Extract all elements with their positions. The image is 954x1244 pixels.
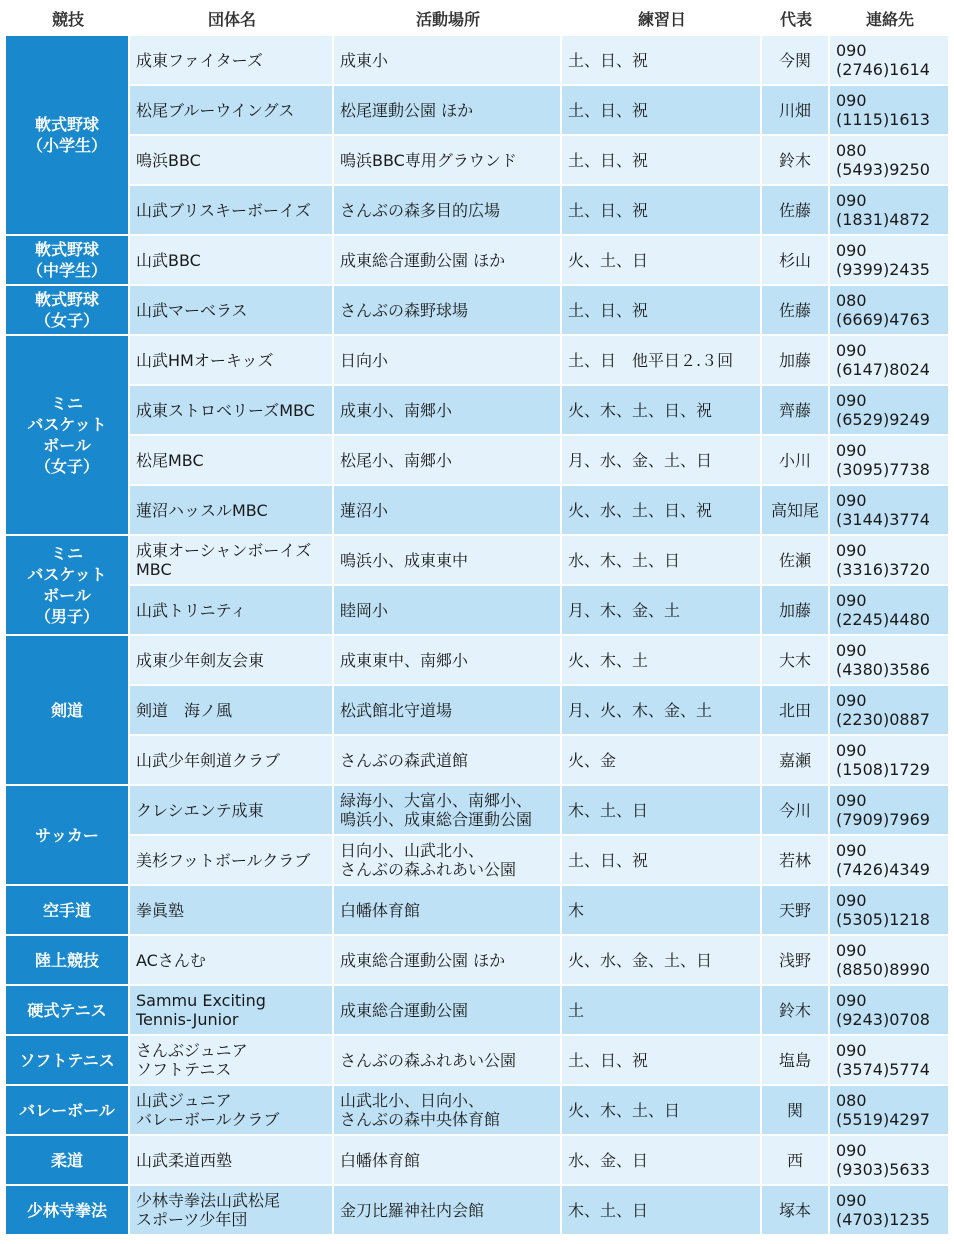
table-row xyxy=(6,186,950,236)
sport-cell: ミニ バスケット ボール （男子） xyxy=(6,536,130,636)
table-row xyxy=(6,436,950,486)
team-cell: 松尾MBC xyxy=(130,436,334,486)
place-cell: 成東総合運動公園 xyxy=(334,986,562,1036)
team-cell: 山武ジュニア バレーボールクラブ xyxy=(130,1086,334,1136)
place-cell: 松尾小、南郷小 xyxy=(334,436,562,486)
place-cell: 白幡体育館 xyxy=(334,886,562,936)
team-cell: 成東ストロベリーズMBC xyxy=(130,386,334,436)
table-row xyxy=(6,486,950,536)
rep-cell: 高知尾 xyxy=(762,486,830,536)
sport-cell: 硬式テニス xyxy=(6,986,130,1036)
rep-cell: 西 xyxy=(762,1136,830,1186)
table-row xyxy=(6,1036,950,1086)
sport-cell: 軟式野球 （中学生） xyxy=(6,236,130,286)
table-row xyxy=(6,886,950,936)
rep-cell: 大木 xyxy=(762,636,830,686)
sport-cell: 空手道 xyxy=(6,886,130,936)
days-cell: 土、日、祝 xyxy=(562,186,762,236)
rep-cell: 今関 xyxy=(762,36,830,86)
team-cell: ACさんむ xyxy=(130,936,334,986)
table-row xyxy=(6,1086,950,1136)
sport-cell: 陸上競技 xyxy=(6,936,130,986)
team-cell: 鳴浜BBC xyxy=(130,136,334,186)
table-row xyxy=(6,986,950,1036)
table-row xyxy=(6,686,950,736)
contact-cell: 090 (4380)3586 xyxy=(830,636,950,686)
place-cell: 蓮沼小 xyxy=(334,486,562,536)
place-cell: さんぶの森武道館 xyxy=(334,736,562,786)
rep-cell: 杉山 xyxy=(762,236,830,286)
team-cell: 山武少年剣道クラブ xyxy=(130,736,334,786)
days-cell: 土、日、祝 xyxy=(562,286,762,336)
table-row xyxy=(6,786,950,836)
table-row xyxy=(6,736,950,786)
sport-cell: 軟式野球 （女子） xyxy=(6,286,130,336)
days-cell: 火、木、土、日、祝 xyxy=(562,386,762,436)
team-cell: 山武マーベラス xyxy=(130,286,334,336)
days-cell: 土、日 他平日２.３回 xyxy=(562,336,762,386)
header-row xyxy=(6,0,950,36)
team-cell: 成東ファイターズ xyxy=(130,36,334,86)
days-cell: 火、木、土 xyxy=(562,636,762,686)
days-cell: 火、金 xyxy=(562,736,762,786)
contact-cell: 090 (2245)4480 xyxy=(830,586,950,636)
header-team: 団体名 xyxy=(130,0,334,36)
place-cell: 成東東中、南郷小 xyxy=(334,636,562,686)
contact-cell: 080 (6669)4763 xyxy=(830,286,950,336)
days-cell: 月、火、木、金、土 xyxy=(562,686,762,736)
place-cell: 日向小 xyxy=(334,336,562,386)
sport-cell: 剣道 xyxy=(6,636,130,786)
days-cell: 土、日、祝 xyxy=(562,836,762,886)
contact-cell: 090 (6147)8024 xyxy=(830,336,950,386)
place-cell: 日向小、山武北小、 さんぶの森ふれあい公園 xyxy=(334,836,562,886)
team-cell: 山武ブリスキーボーイズ xyxy=(130,186,334,236)
table-row xyxy=(6,36,950,86)
days-cell: 木、土、日 xyxy=(562,1186,762,1236)
days-cell: 土 xyxy=(562,986,762,1036)
contact-cell: 080 (5493)9250 xyxy=(830,136,950,186)
place-cell: 成東総合運動公園 ほか xyxy=(334,936,562,986)
rep-cell: 小川 xyxy=(762,436,830,486)
team-cell: クレシエンテ成東 xyxy=(130,786,334,836)
place-cell: 緑海小、大富小、南郷小、 鳴浜小、成東総合運動公園 xyxy=(334,786,562,836)
place-cell: 成東小、南郷小 xyxy=(334,386,562,436)
header-rep: 代表 xyxy=(762,0,830,36)
days-cell: 土、日、祝 xyxy=(562,36,762,86)
table-row xyxy=(6,336,950,386)
days-cell: 火、土、日 xyxy=(562,236,762,286)
table-row xyxy=(6,86,950,136)
contact-cell: 090 (9399)2435 xyxy=(830,236,950,286)
contact-cell: 090 (3316)3720 xyxy=(830,536,950,586)
days-cell: 土、日、祝 xyxy=(562,1036,762,1086)
team-cell: 蓮沼ハッスルMBC xyxy=(130,486,334,536)
rep-cell: 塚本 xyxy=(762,1186,830,1236)
header-sport: 競技 xyxy=(6,0,130,36)
days-cell: 火、水、土、日、祝 xyxy=(562,486,762,536)
contact-cell: 090 (3095)7738 xyxy=(830,436,950,486)
place-cell: 成東小 xyxy=(334,36,562,86)
rep-cell: 北田 xyxy=(762,686,830,736)
contact-cell: 090 (3144)3774 xyxy=(830,486,950,536)
days-cell: 水、木、土、日 xyxy=(562,536,762,586)
rep-cell: 齊藤 xyxy=(762,386,830,436)
sport-cell: 少林寺拳法 xyxy=(6,1186,130,1236)
rep-cell: 鈴木 xyxy=(762,986,830,1036)
team-cell: 拳眞塾 xyxy=(130,886,334,936)
team-cell: 剣道 海ノ風 xyxy=(130,686,334,736)
table-row xyxy=(6,536,950,586)
table-body xyxy=(6,36,950,1236)
days-cell: 木、土、日 xyxy=(562,786,762,836)
table-row xyxy=(6,586,950,636)
contact-cell: 090 (1831)4872 xyxy=(830,186,950,236)
team-cell: 山武BBC xyxy=(130,236,334,286)
rep-cell: 塩島 xyxy=(762,1036,830,1086)
table-row xyxy=(6,236,950,286)
team-cell: 山武HMオーキッズ xyxy=(130,336,334,386)
days-cell: 月、水、金、土、日 xyxy=(562,436,762,486)
header-contact: 連絡先 xyxy=(830,0,950,36)
contact-cell: 090 (5305)1218 xyxy=(830,886,950,936)
sport-cell: 軟式野球 （小学生） xyxy=(6,36,130,236)
rep-cell: 川畑 xyxy=(762,86,830,136)
place-cell: 松武館北守道場 xyxy=(334,686,562,736)
club-table xyxy=(6,0,950,1236)
rep-cell: 加藤 xyxy=(762,586,830,636)
rep-cell: 佐藤 xyxy=(762,286,830,336)
table-row xyxy=(6,836,950,886)
sport-cell: ソフトテニス xyxy=(6,1036,130,1086)
rep-cell: 鈴木 xyxy=(762,136,830,186)
header-place: 活動場所 xyxy=(334,0,562,36)
rep-cell: 佐藤 xyxy=(762,186,830,236)
sport-cell: バレーボール xyxy=(6,1086,130,1136)
sport-cell: 柔道 xyxy=(6,1136,130,1186)
days-cell: 火、水、金、土、日 xyxy=(562,936,762,986)
table-row xyxy=(6,1186,950,1236)
header-days: 練習日 xyxy=(562,0,762,36)
contact-cell: 090 (9243)0708 xyxy=(830,986,950,1036)
contact-cell: 080 (5519)4297 xyxy=(830,1086,950,1136)
days-cell: 土、日、祝 xyxy=(562,86,762,136)
team-cell: 山武柔道西塾 xyxy=(130,1136,334,1186)
team-cell: 松尾ブルーウイングス xyxy=(130,86,334,136)
team-cell: 成東少年剣友会東 xyxy=(130,636,334,686)
place-cell: さんぶの森ふれあい公園 xyxy=(334,1036,562,1086)
days-cell: 土、日、祝 xyxy=(562,136,762,186)
place-cell: 山武北小、日向小、 さんぶの森中央体育館 xyxy=(334,1086,562,1136)
days-cell: 水、金、日 xyxy=(562,1136,762,1186)
table-row xyxy=(6,286,950,336)
sport-cell: サッカー xyxy=(6,786,130,886)
place-cell: 白幡体育館 xyxy=(334,1136,562,1186)
days-cell: 木 xyxy=(562,886,762,936)
place-cell: 鳴浜BBC専用グラウンド xyxy=(334,136,562,186)
contact-cell: 090 (7909)7969 xyxy=(830,786,950,836)
place-cell: さんぶの森多目的広場 xyxy=(334,186,562,236)
table-row xyxy=(6,136,950,186)
days-cell: 月、木、金、土 xyxy=(562,586,762,636)
table-row xyxy=(6,386,950,436)
rep-cell: 嘉瀬 xyxy=(762,736,830,786)
days-cell: 火、木、土、日 xyxy=(562,1086,762,1136)
contact-cell: 090 (4703)1235 xyxy=(830,1186,950,1236)
contact-cell: 090 (3574)5774 xyxy=(830,1036,950,1086)
contact-cell: 090 (6529)9249 xyxy=(830,386,950,436)
team-cell: 成東オーシャンボーイズ MBC xyxy=(130,536,334,586)
contact-cell: 090 (8850)8990 xyxy=(830,936,950,986)
contact-cell: 090 (1508)1729 xyxy=(830,736,950,786)
place-cell: 睦岡小 xyxy=(334,586,562,636)
contact-cell: 090 (2746)1614 xyxy=(830,36,950,86)
contact-cell: 090 (9303)5633 xyxy=(830,1136,950,1186)
team-cell: 美杉フットボールクラブ xyxy=(130,836,334,886)
rep-cell: 佐瀬 xyxy=(762,536,830,586)
place-cell: 金刀比羅神社内会館 xyxy=(334,1186,562,1236)
team-cell: 少林寺拳法山武松尾 スポーツ少年団 xyxy=(130,1186,334,1236)
rep-cell: 関 xyxy=(762,1086,830,1136)
place-cell: 鳴浜小、成東東中 xyxy=(334,536,562,586)
place-cell: 成東総合運動公園 ほか xyxy=(334,236,562,286)
table-row xyxy=(6,1136,950,1186)
rep-cell: 若林 xyxy=(762,836,830,886)
contact-cell: 090 (2230)0887 xyxy=(830,686,950,736)
rep-cell: 今川 xyxy=(762,786,830,836)
place-cell: 松尾運動公園 ほか xyxy=(334,86,562,136)
rep-cell: 加藤 xyxy=(762,336,830,386)
rep-cell: 浅野 xyxy=(762,936,830,986)
sport-cell: ミニ バスケット ボール （女子） xyxy=(6,336,130,536)
contact-cell: 090 (7426)4349 xyxy=(830,836,950,886)
team-cell: Sammu Exciting Tennis-Junior xyxy=(130,986,334,1036)
table-row xyxy=(6,936,950,986)
place-cell: さんぶの森野球場 xyxy=(334,286,562,336)
team-cell: 山武トリニティ xyxy=(130,586,334,636)
team-cell: さんぶジュニア ソフトテニス xyxy=(130,1036,334,1086)
table-row xyxy=(6,636,950,686)
rep-cell: 天野 xyxy=(762,886,830,936)
contact-cell: 090 (1115)1613 xyxy=(830,86,950,136)
